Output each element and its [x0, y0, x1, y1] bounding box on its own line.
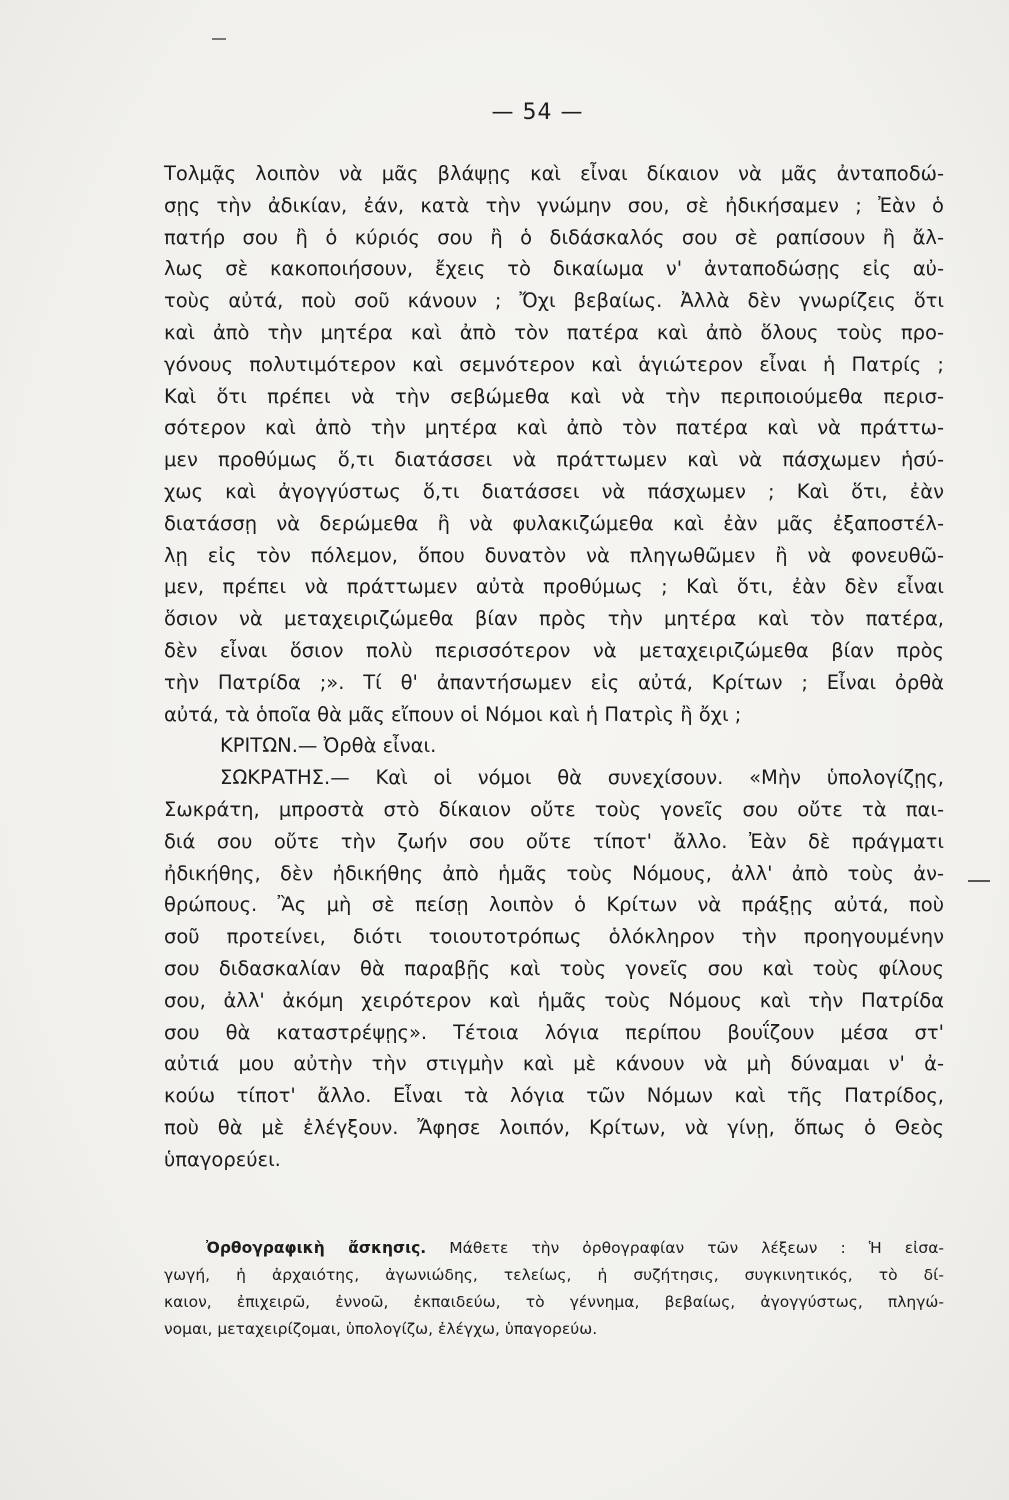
text-line: πατήρ σου ἢ ὁ κύριός σου ἢ ὁ διδάσκαλός σου σὲ ραπίσουν ἢ ἄλ- [164, 225, 944, 249]
text-line: γόνους πολυτιμότερον καὶ σεμνότερον καὶ ἁγιώτερον εἶναι ἡ Πατρίς ; [164, 352, 944, 376]
text-line: διά σου οὔτε τὴν ζωήν σου οὔτε τίποτ' ἄλλο. Ἐὰν δὲ πράγματι [164, 829, 944, 853]
text-line: κούω τίποτ' ἄλλο. Εἶναι τὰ λόγια τῶν Νόμων καὶ τῆς Πατρίδος, [164, 1084, 944, 1108]
text-line: σοῦ προτείνει, διότι τοιουτοτρόπως ὁλόκληρον τὴν προηγουμένην [164, 925, 944, 949]
text-line: ὑπαγορεύει. [164, 1147, 281, 1171]
text-line: σου, ἀλλ' ἀκόμη χειρότερον καὶ ἡμᾶς τοὺς Νόμους καὶ τὴν Πατρίδα [164, 988, 944, 1012]
main-text [164, 158, 944, 1176]
text-line: δὲν εἶναι ὅσιον πολὺ περισσότερον νὰ μεταχειριζώμεθα βίαν πρὸς [164, 638, 944, 662]
text-line: σου θὰ καταστρέψῃς». Τέτοια λόγια περίπου βουΐζουν μέσα στ' [164, 1020, 944, 1044]
text-line: χως καὶ ἀγογγύστως ὅ,τι διατάσσει νὰ πάσχωμεν ; Καὶ ὅτι, ἐὰν [164, 479, 944, 503]
text-line: αὐτά, τὰ ὁποῖα θὰ μᾶς εἴπουν οἱ Νόμοι καὶ ἡ Πατρὶς ἢ ὄχι ; [164, 702, 742, 726]
margin-mark [968, 880, 990, 882]
text-line: μεν, πρέπει νὰ πράττωμεν αὐτὰ προθύμως ; Καὶ ὅτι, ἐὰν δὲν εἶναι [164, 575, 944, 599]
socrates-line: ΣΩΚΡΑΤΗΣ.— Καὶ οἱ νόμοι θὰ συνεχίσουν. «Μὴν ὑπολογίζῃς, [220, 766, 944, 790]
text-line: μεν προθύμως ὅ,τι διατάσσει νὰ πράττωμεν καὶ νὰ πάσχωμεν ἡσύ- [164, 448, 944, 472]
exercise-line: καιον, ἐπιχειρῶ, ἐννοῶ, ἐκπαιδεύω, τὸ γέννημα, βεβαίως, ἀγογγύστως, πληγώ- [164, 1293, 944, 1311]
spelling-exercise [164, 1235, 944, 1343]
text-line: Σωκράτη, μπροστὰ στὸ δίκαιον οὔτε τοὺς γονεῖς σου οὔτε τὰ παι- [164, 797, 944, 821]
text-line: ποὺ θὰ μὲ ἐλέγξουν. Ἄφησε λοιπόν, Κρίτων, νὰ γίνῃ, ὅπως ὁ Θεὸς [164, 1115, 944, 1139]
text-line: καὶ ἀπὸ τὴν μητέρα καὶ ἀπὸ τὸν πατέρα καὶ ἀπὸ ὅλους τοὺς προ- [164, 320, 944, 344]
text-line: τὴν Πατρίδα ;». Τί θ' ἀπαντήσωμεν εἰς αὐτά, Κρίτων ; Εἶναι ὀρθὰ [164, 670, 944, 694]
text-line: λως σὲ κακοποιήσουν, ἔχεις τὸ δικαίωμα ν' ἀνταποδώσῃς εἰς αὐ- [164, 257, 944, 281]
exercise-title: Ὀρθογραφικὴ ἄσκησις. [206, 1239, 427, 1257]
text-line: διατάσσῃ νὰ δερώμεθα ἢ νὰ φυλακιζώμεθα καὶ ἐὰν μᾶς ἐξαποστέλ- [164, 511, 944, 535]
text-line: ἠδικήθης, δὲν ἠδικήθης ἀπὸ ἡμᾶς τοὺς Νόμους, ἀλλ' ἀπὸ τοὺς ἀν- [164, 861, 944, 885]
text-line: ὅσιον νὰ μεταχειριζώμεθα βίαν πρὸς τὴν μητέρα καὶ τὸν πατέρα, [164, 607, 944, 631]
text-line: θρώπους. Ἂς μὴ σὲ πείσῃ λοιπὸν ὁ Κρίτων νὰ πράξῃς αὐτά, ποὺ [164, 893, 944, 917]
text-line: τοὺς αὐτά, ποὺ σοῦ κάνουν ; Ὄχι βεβαίως. Ἀλλὰ δὲν γνωρίζεις ὅτι [164, 289, 944, 313]
scan-mark [212, 38, 226, 40]
text-line: Καὶ ὅτι πρέπει νὰ τὴν σεβώμεθα καὶ νὰ τὴν περιποιούμεθα περισ- [164, 384, 944, 408]
text-line: σῃς τὴν ἀδικίαν, ἐάν, κατὰ τὴν γνώμην σου, σὲ ἠδικήσαμεν ; Ἐὰν ὁ [164, 193, 944, 217]
text-line: σου διδασκαλίαν θὰ παραβῇς καὶ τοὺς γονεῖς σου καὶ τοὺς φίλους [164, 956, 944, 980]
exercise-instruction: Μάθετε τὴν ὀρθογραφίαν τῶν λέξεων : Ἡ εἰσα- [449, 1239, 945, 1257]
exercise-line: νομαι, μεταχειρίζομαι, ὑπολογίζω, ἐλέγχω, ὑπαγορεύω. [164, 1320, 598, 1338]
text-line: αὐτιά μου αὐτὴν τὴν στιγμὴν καὶ μὲ κάνουν νὰ μὴ δύναμαι ν' ἀ- [164, 1052, 944, 1076]
text-line: σότερον καὶ ἀπὸ τὴν μητέρα καὶ ἀπὸ τὸν πατέρα καὶ νὰ πράττω- [164, 416, 944, 440]
exercise-line: γωγή, ἡ ἀρχαιότης, ἀγωνιώδης, τελείως, ἡ συζήτησις, συγκινητικός, τὸ δί- [164, 1266, 944, 1284]
text-line: Τολμᾷς λοιπὸν νὰ μᾶς βλάψῃς καὶ εἶναι δίκαιον νὰ μᾶς ἀνταποδώ- [164, 162, 944, 185]
text-line: λῃ εἰς τὸν πόλεμον, ὅπου δυνατὸν νὰ πληγωθῶμεν ἢ νὰ φονευθῶ- [164, 543, 944, 567]
exercise-first-line [164, 1235, 944, 1262]
kriton-line: ΚΡΙΤΩΝ.— Ὀρθὰ εἶναι. [220, 734, 437, 758]
page-number: — 54 — [491, 100, 584, 125]
